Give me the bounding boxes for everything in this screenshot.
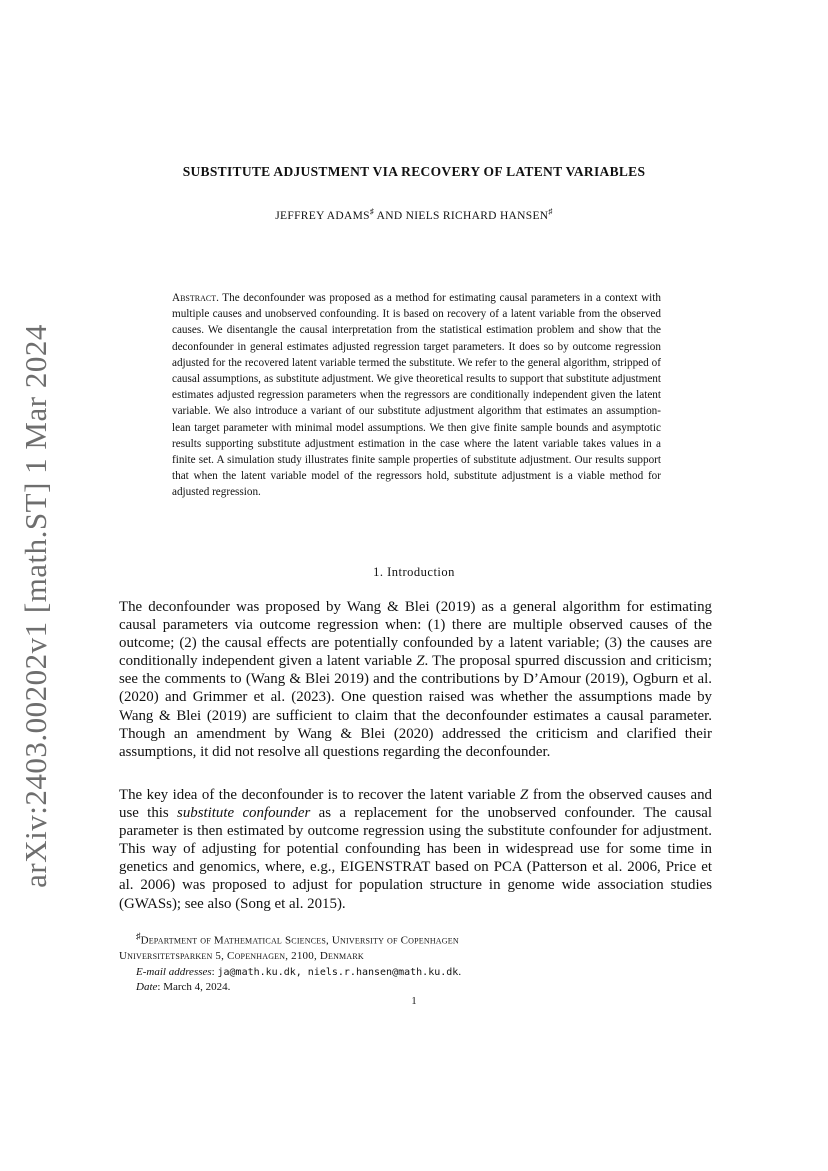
author-second-mark: ♯	[548, 207, 553, 216]
footnote-mark: ♯	[136, 931, 141, 941]
footnote-affiliation-line2	[119, 949, 712, 965]
intro-p2-text-c: as a replacement for the unobserved confounder. The causal parameter is then estimated by outcome regression using the substitute confounder for adjustment. This way of adjusting for potential confounding has been in widespread use for some time in genetics and genomics, where, e.g., EIGENSTRAT based on PCA (Patterson et al. 2006, Price et al. 2006) was proposed to adjust for population structure in genome wide association studies (GWASs); see also (Song et al. 2015).	[119, 805, 713, 912]
page-number: 1	[411, 996, 417, 1007]
arxiv-identifier: arXiv:2403.00202v1 [math.ST] 1 Mar 2024	[18, 324, 53, 888]
paper-title: SUBSTITUTE ADJUSTMENT VIA RECOVERY OF LATENT VARIABLES	[182, 164, 646, 179]
intro-paragraph-1	[119, 598, 712, 761]
intro-p1-text-b: . The proposal spurred discussion and criticism; see the comments to (Wang & Blei 2019) and the contributions by D’Amour (2019), Ogburn et al. (2020) and Grimmer et al. (2023). One question raised was whether the assumptions made by Wang & Blei (2019) are sufficient to claim that the deconfounder estimates a causal parameter. Though an amendment by Wang & Blei (2020) addressed the criticism and clarified their assumptions, it did not resolve all questions regarding the deconfounder.	[119, 653, 712, 760]
math-var-z: Z	[416, 653, 425, 670]
section-heading-introduction: 1. Introduction	[373, 565, 455, 579]
affiliation-address: Universitetsparken 5, Copenhagen, 2100, Denmark	[119, 950, 364, 963]
arxiv-sidebar	[12, 324, 60, 888]
email-label: E-mail addresses	[136, 965, 212, 978]
author-first: JEFFREY ADAMS	[275, 209, 370, 222]
intro-p2-text-b: from the observed causes and use this	[119, 787, 712, 822]
math-var-z: Z	[520, 787, 529, 803]
footnote	[119, 929, 712, 996]
email-end: .	[458, 965, 462, 978]
date-value: March 4, 2024.	[163, 981, 231, 994]
paper-authors	[0, 207, 828, 222]
intro-p1-text-a: The deconfounder was proposed by Wang & Blei (2019) as a general algorithm for estimating causal parameters via outcome regression when: (1) there are multiple observed causes of the outcome; (2) the causal effects are potentially confounded by a latent variable; (3) the causes are conditionally independent given a latent variable	[119, 599, 712, 670]
author-connector: AND	[374, 209, 406, 222]
abstract	[172, 290, 661, 501]
abstract-text: The deconfounder was proposed as a method for estimating causal parameters in a context with multiple causes and unobserved confounding. It is based on recovery of a latent variable from the observed causes. We disentangle the causal interpretation from the statistical estimation problem and show that the deconfounder in general estimates adjusted regression target parameters. It does so by outcome regression adjusted for the recovered latent variable termed the substitute. We refer to the general algorithm, stripped of causal assumptions, as substitute adjustment. We give theoretical results to support that substitute adjustment estimates adjusted regression parameters when the regressors are conditionally independent given the latent variable. We also introduce a variant of our substitute adjustment algorithm that estimates an assumption-lean target parameter with minimal model assumptions. We then give finite sample bounds and asymptotic results supporting substitute adjustment estimation in the case where the latent variable takes values in a finite set. A simulation study illustrates finite sample properties of substitute adjustment. Our results support that when the latent variable model of the regressors hold, substitute adjustment is a viable method for adjusted regression.	[172, 292, 661, 499]
emphasis-substitute-confounder: substitute confounder	[177, 805, 311, 822]
intro-p2-text-a: The key idea of the deconfounder is to recover the latent variable	[119, 787, 521, 803]
intro-paragraph-2	[119, 786, 712, 913]
date-label: Date	[136, 981, 158, 994]
footnote-affiliation-line1	[119, 929, 712, 949]
affiliation-department: Department of Mathematical Sciences, University of Copenhagen	[140, 934, 459, 947]
email-addresses: ja@math.ku.dk, niels.r.hansen@math.ku.dk	[217, 966, 459, 978]
abstract-label: Abstract.	[172, 292, 219, 304]
author-first-mark: ♯	[369, 207, 375, 216]
footnote-emails: E-mail addresses: ja@math.ku.dk, niels.r.hansen@math.ku.dk.	[136, 965, 462, 978]
footnote-date: Date: March 4, 2024.	[136, 981, 231, 994]
author-second: NIELS RICHARD HANSEN	[405, 209, 549, 222]
